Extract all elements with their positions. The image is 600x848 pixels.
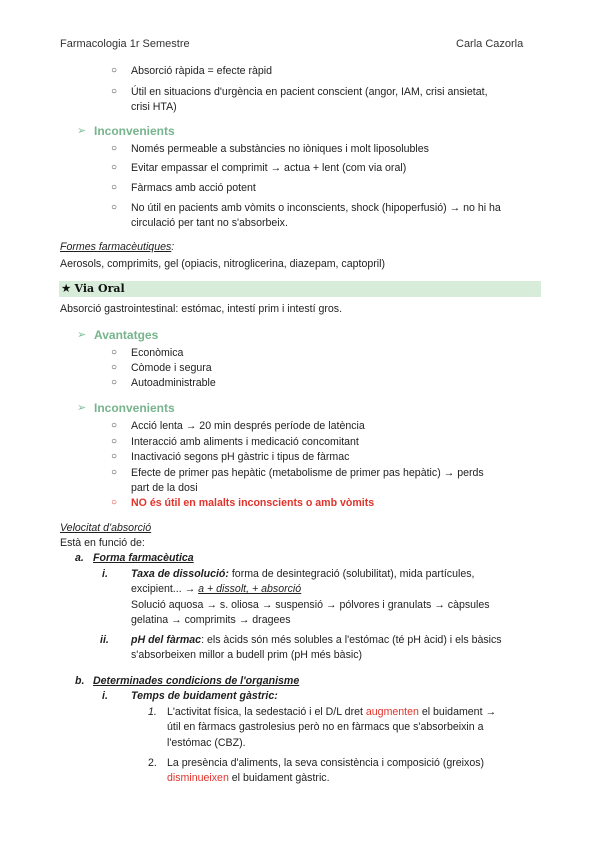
- list-marker-i: i.: [102, 690, 108, 702]
- list-item: Interacció amb aliments i medicació concomitant: [131, 436, 359, 448]
- list-item: Autoadministrable: [131, 377, 216, 389]
- list-item: Acció lenta → 20 min després període de latència: [131, 420, 365, 432]
- arrowhead-bullet-icon: ➢: [77, 125, 87, 137]
- disminueixen-highlight: disminueixen: [167, 772, 229, 784]
- formes-label: Formes farmacèutiques: [60, 241, 172, 253]
- bullet-circle-icon: ○: [111, 497, 118, 508]
- list-item: No útil en pacients amb vòmits o inconscients, shock (hipoperfusió) → no hi ha: [131, 202, 501, 214]
- formes-label-line: [60, 240, 174, 254]
- bullet-circle-icon: ○: [111, 347, 118, 358]
- bullet-circle-icon: ○: [111, 65, 118, 76]
- buidament-item-1-line3: l'estómac (CBZ).: [167, 737, 246, 749]
- via-oral-description: Absorció gastrointestinal: estómac, intestí prim i intestí gros.: [60, 303, 343, 315]
- formes-text: Aerosols, comprimits, gel (opiacis, nitroglicerina, diazepam, captopril): [60, 258, 386, 270]
- star-icon: ★: [61, 283, 72, 295]
- list-item: Útil en situacions d'urgència en pacient conscient (angor, IAM, crisi ansietat,: [131, 86, 488, 98]
- section-heading-inconvenients: Inconvenients: [94, 124, 175, 138]
- list-item-continuation: part de la dosi: [131, 482, 198, 494]
- bullet-circle-icon: ○: [111, 467, 118, 478]
- bullet-circle-icon: ○: [111, 182, 118, 193]
- arrowhead-bullet-icon: ➢: [77, 329, 87, 341]
- section-heading-inconvenients-oral: Inconvenients: [94, 401, 175, 415]
- taxa-dissolucio-line2: [131, 582, 301, 596]
- buidament-item-1: [167, 705, 541, 719]
- list-item: Efecte de primer pas hepàtic (metabolisme de primer pas hepàtic) → perds: [131, 467, 484, 479]
- list-marker-2: 2.: [148, 757, 157, 769]
- dissolucio-sequence: Solució aquosa → s. oliosa → suspensió → pólvores i granulats → càpsules: [131, 599, 490, 611]
- ph-farmac-text: : els àcids són més solubles a l'estómac (té pH àcid) i els bàsics: [201, 634, 502, 646]
- dissolucio-sequence-continuation: gelatina → comprimits → dragees: [131, 614, 291, 626]
- via-oral-title: Via Oral: [74, 282, 125, 295]
- buidament-1-pre: L'activitat física, la sedestació i el D/L dret: [167, 706, 366, 718]
- formes-colon: :: [171, 241, 175, 253]
- list-item: Només permeable a substàncies no iòniques i molt liposolubles: [131, 143, 429, 155]
- augmenten-highlight: augmenten: [365, 706, 419, 718]
- ph-farmac-line: [131, 633, 502, 647]
- bullet-circle-icon: ○: [111, 420, 118, 431]
- bullet-circle-icon: ○: [111, 377, 118, 388]
- list-item-continuation: circulació per tant no s'absorbeix.: [131, 217, 288, 229]
- bullet-circle-icon: ○: [111, 202, 118, 213]
- via-oral-heading: [61, 282, 125, 296]
- bullet-circle-icon: ○: [111, 436, 118, 447]
- heading-condicions-organisme: Determinades condicions de l'organisme: [93, 675, 300, 687]
- bullet-circle-icon: ○: [111, 143, 118, 154]
- buidament-item-2: La presència d'aliments, la seva consistència i composició (greixos): [167, 757, 485, 769]
- section-heading-avantatges: Avantatges: [94, 328, 159, 342]
- bullet-circle-icon: ○: [111, 86, 118, 97]
- list-marker-i: i.: [102, 568, 108, 580]
- velocitat-intro: Està en funció de:: [60, 537, 145, 549]
- heading-forma-farmaceutica: Forma farmacèutica: [93, 552, 194, 564]
- buidament-item-2-line2: [167, 771, 330, 785]
- buidament-item-1-line2: útil en fàrmacs gastrolesius però no en fàrmacs que s'absorbeixin a: [167, 721, 484, 733]
- header-subject: Farmacologia 1r Semestre: [60, 38, 190, 50]
- warning-item: NO és útil en malalts inconscients o amb vòmits: [131, 497, 375, 509]
- buidament-1-post: el buidament →: [418, 706, 497, 718]
- bullet-circle-icon: ○: [111, 162, 118, 173]
- list-marker-1: 1.: [148, 706, 157, 718]
- arrowhead-bullet-icon: ➢: [77, 402, 87, 414]
- bullet-circle-icon: ○: [111, 362, 118, 373]
- velocitat-label: Velocitat d'absorció: [60, 522, 152, 534]
- list-marker-a: a.: [75, 552, 84, 564]
- heading-temps-buidament: Temps de buidament gàstric:: [131, 690, 278, 702]
- list-item: Inactivació segons pH gàstric i tipus de fàrmac: [131, 451, 350, 463]
- list-item: Econòmica: [131, 347, 184, 359]
- section-highlight-bar: [59, 281, 541, 297]
- excipient-text: excipient... →: [131, 583, 199, 595]
- list-marker-ii: ii.: [100, 634, 109, 646]
- list-item: Fàrmacs amb acció potent: [131, 182, 256, 194]
- ph-farmac-title: pH del fàrmac: [131, 634, 202, 646]
- taxa-dissolucio-text: forma de desintegració (solubilitat), mida partícules,: [228, 568, 475, 580]
- ph-farmac-continuation: s'absorbeixen millor a budell prim (pH més bàsic): [131, 649, 363, 661]
- list-item: Còmode i segura: [131, 362, 212, 374]
- buidament-2-post: el buidament gàstric.: [228, 772, 330, 784]
- list-marker-b: b.: [75, 675, 85, 687]
- header-author: Carla Cazorla: [456, 38, 524, 50]
- taxa-dissolucio-line: [131, 567, 541, 581]
- taxa-dissolucio-title: Taxa de dissolució:: [131, 568, 229, 580]
- list-item: Absorció ràpida = efecte ràpid: [131, 65, 273, 77]
- list-item-continuation: crisi HTA): [131, 101, 177, 113]
- bullet-circle-icon: ○: [111, 451, 118, 462]
- list-item: Evitar empassar el comprimit → actua + lent (com via oral): [131, 162, 407, 174]
- dissolt-absorcio-text: a + dissolt, + absorció: [198, 583, 302, 595]
